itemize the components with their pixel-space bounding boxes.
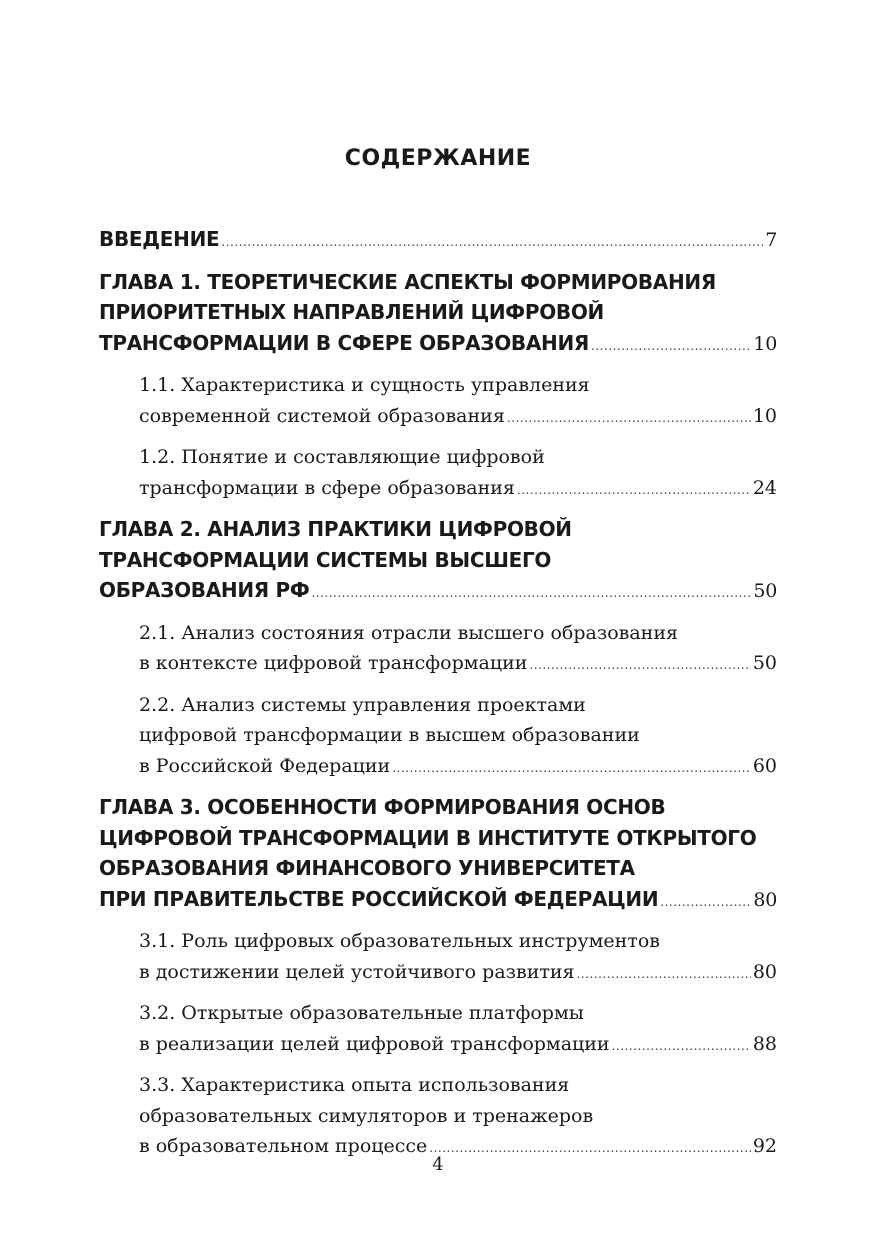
toc-section-entry [99, 618, 777, 681]
toc-section-entry [99, 442, 777, 505]
toc-entry-line: ПРИОРИТЕТНЫХ НАПРАВЛЕНИЙ ЦИФРОВОЙ [99, 300, 604, 324]
toc-page-number: 80 [753, 888, 777, 911]
toc-section-entry [99, 926, 777, 989]
toc-chapter-entry [99, 792, 777, 917]
toc-entry-last-line [139, 648, 777, 681]
toc-entry-last-line [99, 328, 777, 362]
toc-entry-text: ПРИ ПРАВИТЕЛЬСТВЕ РОССИЙСКОЙ ФЕДЕРАЦИИ [99, 886, 659, 911]
toc-page-number: 7 [765, 229, 777, 251]
toc-page-number: 50 [752, 652, 777, 674]
toc-entry-last-line [99, 575, 777, 609]
toc-entry-last-line [139, 473, 777, 506]
page-title: СОДЕРЖАНИЕ [344, 146, 532, 171]
toc-entry-line: 1.2. Понятие и составляющие цифровой [139, 446, 545, 468]
toc-entry-text: в контексте цифровой трансформации [139, 652, 528, 674]
toc-chapter-entry [99, 224, 777, 258]
toc-entry-line: 2.1. Анализ состояния отрасли высшего образования [139, 621, 678, 644]
toc-entry-line: 1.1. Характеристика и сущность управления [139, 374, 590, 396]
toc-chapter-entry [99, 514, 777, 609]
toc-page-number: 50 [753, 580, 777, 602]
table-of-contents [99, 224, 777, 1164]
toc-entry-line: 2.2. Анализ системы управления проектами [139, 693, 586, 716]
toc-entry-text: в достижении целей устойчивого развития [139, 960, 575, 983]
toc-page-number: 92 [752, 1135, 777, 1157]
toc-section-entry [99, 998, 777, 1061]
toc-entry-line: ГЛАВА 3. ОСОБЕННОСТИ ФОРМИРОВАНИЯ ОСНОВ [99, 795, 666, 819]
toc-entry-line: ЦИФРОВОЙ ТРАНСФОРМАЦИИ В ИНСТИТУТЕ ОТКРЫТОГО [99, 825, 757, 850]
dot-leader [591, 331, 751, 362]
toc-entry-line: ОБРАЗОВАНИЯ ФИНАНСОВОГО УНИВЕРСИТЕТА [99, 856, 635, 880]
toc-entry-line: 3.2. Открытые образовательные платформы [139, 1002, 584, 1024]
toc-entry-text: ОБРАЗОВАНИЯ РФ [99, 578, 310, 602]
toc-entry-line: образовательных симуляторов и тренажеров [139, 1104, 594, 1127]
toc-entry-last-line [139, 957, 777, 990]
toc-page-number: 60 [752, 754, 777, 777]
dot-leader [221, 227, 763, 258]
toc-entry-line: ГЛАВА 1. ТЕОРЕТИЧЕСКИЕ АСПЕКТЫ ФОРМИРОВАНИЯ [99, 269, 716, 294]
toc-entry-line: ТРАНСФОРМАЦИИ СИСТЕМЫ ВЫСШЕГО [99, 547, 552, 572]
toc-entry-last-line [99, 884, 777, 918]
toc-entry-text: ВВЕДЕНИЕ [99, 227, 220, 251]
toc-entry-last-line [139, 751, 777, 784]
toc-entry-line: 3.3. Характеристика опыта использования [139, 1074, 570, 1096]
toc-entry-last-line [139, 401, 777, 434]
toc-entry-text: в реализации целей цифровой трансформации [139, 1032, 610, 1055]
toc-page-number: 10 [753, 332, 777, 355]
dot-leader [517, 475, 751, 506]
page-number: 4 [432, 1154, 444, 1175]
toc-entry-text: в образовательном процессе [139, 1135, 428, 1157]
dot-leader [507, 403, 751, 434]
toc-entry-text: в Российской Федерации [139, 754, 391, 777]
toc-entry-line: ГЛАВА 2. АНАЛИЗ ПРАКТИКИ ЦИФРОВОЙ [99, 517, 572, 541]
toc-entry-last-line [139, 1029, 777, 1062]
dot-leader [660, 887, 751, 918]
dot-leader [577, 959, 751, 990]
toc-page-number: 80 [752, 960, 777, 983]
toc-entry-last-line [99, 224, 777, 258]
toc-entry-text: современной системой образования [139, 404, 505, 427]
toc-entry-line: 3.1. Роль цифровых образовательных инструментов [139, 930, 660, 952]
toc-page-number: 24 [752, 476, 777, 499]
toc-page-number: 88 [752, 1032, 777, 1055]
dot-leader [612, 1031, 751, 1062]
toc-section-entry [99, 370, 777, 433]
toc-section-entry [99, 1070, 777, 1164]
toc-entry-text: ТРАНСФОРМАЦИИ В СФЕРЕ ОБРАЗОВАНИЯ [99, 330, 590, 355]
toc-page-number: 10 [752, 404, 777, 427]
dot-leader [311, 578, 751, 609]
dot-leader [529, 650, 750, 681]
dot-leader [392, 753, 751, 784]
toc-entry-text: трансформации в сфере образования [139, 476, 515, 499]
toc-chapter-entry [99, 267, 777, 362]
toc-section-entry [99, 690, 777, 784]
toc-entry-line: цифровой трансформации в высшем образовании [139, 724, 640, 746]
